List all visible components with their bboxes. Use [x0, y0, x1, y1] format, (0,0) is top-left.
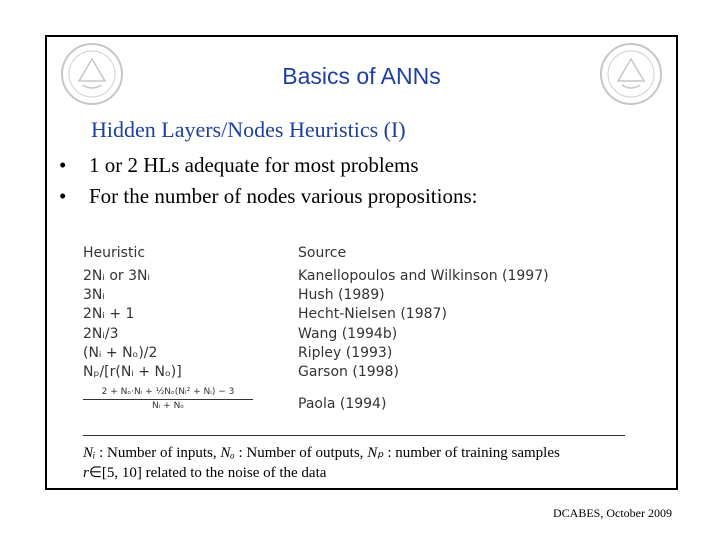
column-header-source: Source	[298, 245, 347, 261]
source-cell: Ripley (1993)	[298, 344, 393, 361]
source-cell: Garson (1998)	[298, 363, 399, 380]
heuristic-cell: 3Nᵢ	[83, 287, 105, 304]
bullet-list	[59, 150, 477, 212]
source-cell: Kanellopoulos and Wilkinson (1997)	[298, 268, 549, 284]
text-clip-band	[47, 211, 676, 217]
note-text: : number of training samples	[383, 445, 560, 461]
slide-subtitle: Hidden Layers/Nodes Heuristics (I)	[91, 117, 406, 142]
source-cell: Wang (1994b)	[298, 325, 398, 342]
bullet-item	[59, 150, 477, 181]
heuristic-cell: (Nᵢ + Nₒ)/2	[83, 344, 158, 361]
notation-notes	[83, 443, 560, 483]
slide-footer: DCABES, October 2009	[553, 506, 672, 520]
symbol-no: Nₒ	[220, 445, 235, 461]
heuristic-fraction	[83, 386, 253, 412]
symbol-r: r	[83, 465, 89, 481]
slide-title: Basics of ANNs	[282, 63, 441, 89]
note-line	[83, 443, 560, 463]
note-line	[83, 463, 560, 483]
symbol-ni: Nᵢ	[83, 445, 96, 461]
fraction-numerator: 2 + Nₒ·Nᵢ + ½Nₒ(Nᵢ² + Nᵢ) − 3	[83, 386, 253, 400]
bullet-item	[59, 181, 477, 212]
heuristic-cell: Nₚ/[r(Nᵢ + Nₒ)]	[83, 363, 182, 380]
column-header-heuristic: Heuristic	[83, 245, 146, 261]
source-cell: Hecht-Nielsen (1987)	[298, 306, 447, 323]
fraction-denominator: Nᵢ + Nₒ	[151, 401, 185, 412]
source-cell: Hush (1989)	[298, 287, 385, 304]
slide-frame	[45, 35, 678, 490]
heuristic-cell: 2Nᵢ + 1	[83, 306, 135, 323]
bullet-dot-icon: •	[59, 153, 67, 177]
heuristic-cell: 2Nᵢ/3	[83, 325, 119, 342]
note-text: ∈[5, 10] related to the noise of the data	[88, 465, 327, 481]
source-cell: Paola (1994)	[298, 396, 387, 413]
bullet-text: For the number of nodes various propositions:	[89, 184, 478, 208]
heuristic-cell: 2Nᵢ or 3Nᵢ	[83, 268, 150, 284]
note-text: : Number of inputs,	[95, 445, 221, 461]
bullet-text: 1 or 2 HLs adequate for most problems	[89, 153, 419, 177]
symbol-np: Nₚ	[367, 445, 384, 461]
table-bottom-rule	[83, 435, 625, 436]
note-text: : Number of outputs,	[234, 445, 368, 461]
bullet-dot-icon: •	[59, 184, 67, 208]
